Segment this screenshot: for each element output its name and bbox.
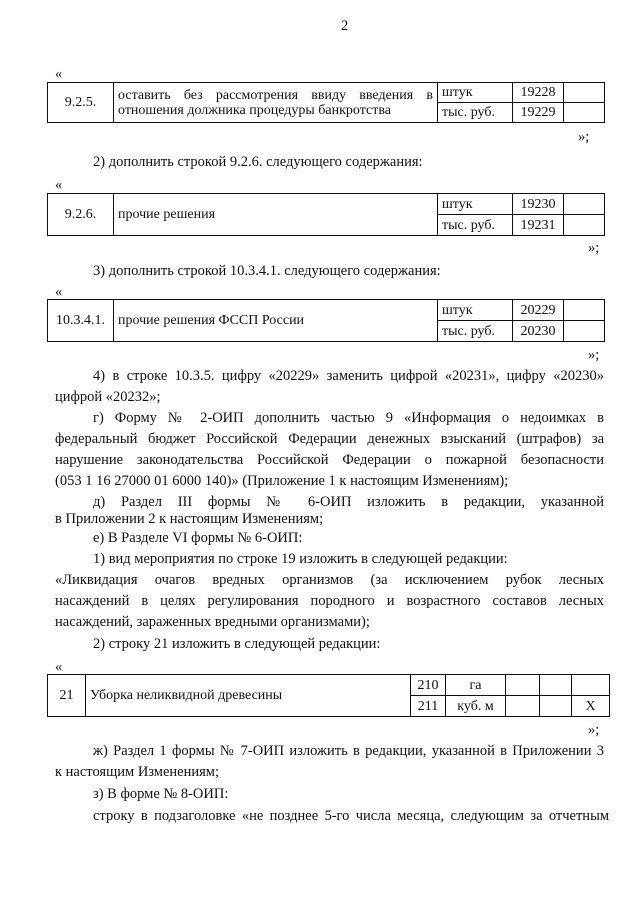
row-description: прочие решения bbox=[114, 194, 438, 236]
paragraph: цифрой «20232»; bbox=[55, 389, 161, 405]
open-quote: « bbox=[55, 66, 63, 82]
close-quote: »; bbox=[578, 129, 590, 145]
empty-cell bbox=[572, 675, 610, 696]
mark-cell: Х bbox=[572, 696, 610, 717]
unit-cell: штук bbox=[438, 83, 513, 103]
row-description: прочие решения ФССП России bbox=[114, 300, 438, 342]
paragraph: 4) в строке 10.3.5. цифру «20229» заменить цифрой «20231», цифру «20230» bbox=[93, 368, 604, 384]
table-9-2-5 bbox=[47, 82, 605, 123]
unit-cell: штук bbox=[438, 194, 513, 215]
line-number: 210 bbox=[411, 675, 446, 696]
paragraph: з) В форме № 8-ОИП: bbox=[93, 786, 229, 802]
paragraph: е) В Разделе VI формы № 6-ОИП: bbox=[93, 530, 303, 546]
table-row-21 bbox=[47, 674, 610, 717]
page-number: 2 bbox=[341, 18, 349, 34]
unit-cell: куб. м bbox=[446, 696, 506, 717]
paragraph: 2) строку 21 изложить в следующей редакции: bbox=[93, 636, 381, 652]
empty-cell bbox=[564, 194, 605, 215]
unit-cell: тыс. руб. bbox=[438, 103, 513, 123]
unit-cell: тыс. руб. bbox=[438, 215, 513, 236]
line-number: 19231 bbox=[513, 215, 564, 236]
paragraph: д) Раздел III формы № 6-ОИП изложить в редакции, указанной bbox=[93, 494, 604, 510]
close-quote: »; bbox=[588, 240, 600, 256]
paragraph: ж) Раздел 1 формы № 7-ОИП изложить в редакции, указанной в Приложении 3 bbox=[93, 743, 604, 759]
row-code: 21 bbox=[48, 675, 86, 717]
close-quote: »; bbox=[588, 722, 600, 738]
empty-cell bbox=[564, 300, 605, 321]
line-number: 19230 bbox=[513, 194, 564, 215]
paragraph: нарушение законодательства Российской Федерации о пожарной безопасности bbox=[55, 452, 604, 468]
paragraph: в Приложении 2 к настоящим Изменениям; bbox=[55, 511, 324, 527]
table-9-2-6 bbox=[47, 193, 605, 236]
row-code: 9.2.6. bbox=[48, 194, 114, 236]
row-code: 9.2.5. bbox=[48, 83, 114, 123]
open-quote: « bbox=[55, 659, 63, 675]
unit-cell: тыс. руб. bbox=[438, 321, 513, 342]
paragraph: насаждений, зараженных вредными организмами); bbox=[55, 614, 370, 630]
open-quote: « bbox=[55, 284, 63, 300]
desc-line: оставить без рассмотрения ввиду введения в bbox=[118, 87, 433, 103]
empty-cell bbox=[564, 83, 605, 103]
table-10-3-4-1 bbox=[47, 299, 605, 342]
paragraph: 1) вид мероприятия по строке 19 изложить в следующей редакции: bbox=[93, 551, 508, 567]
line-number: 20229 bbox=[513, 300, 564, 321]
row-description: Уборка неликвидной древесины bbox=[86, 675, 411, 717]
unit-cell: штук bbox=[438, 300, 513, 321]
paragraph: 3) дополнить строкой 10.3.4.1. следующего содержания: bbox=[93, 263, 441, 279]
empty-cell bbox=[564, 103, 605, 123]
line-number: 19229 bbox=[513, 103, 564, 123]
open-quote: « bbox=[55, 177, 63, 193]
empty-cell bbox=[564, 215, 605, 236]
paragraph: г) Форму № 2-ОИП дополнить частью 9 «Информация о недоимках в bbox=[93, 410, 604, 426]
row-description bbox=[114, 83, 438, 123]
row-code: 10.3.4.1. bbox=[48, 300, 114, 342]
paragraph: к настоящим Изменениям; bbox=[55, 764, 220, 780]
desc-line: отношения должника процедуры банкротства bbox=[118, 102, 391, 118]
paragraph: насаждений в целях регулирования породного и возрастного составов лесных bbox=[55, 593, 604, 609]
close-quote: »; bbox=[588, 347, 600, 363]
empty-cell bbox=[506, 696, 540, 717]
empty-cell bbox=[564, 321, 605, 342]
line-number: 211 bbox=[411, 696, 446, 717]
unit-cell: га bbox=[446, 675, 506, 696]
paragraph: федеральный бюджет Российской Федерации денежных взысканий (штрафов) за bbox=[55, 431, 604, 447]
line-number: 20230 bbox=[513, 321, 564, 342]
empty-cell bbox=[540, 675, 572, 696]
paragraph: «Ликвидация очагов вредных организмов (за исключением рубок лесных bbox=[55, 572, 604, 588]
empty-cell bbox=[506, 675, 540, 696]
paragraph: строку в подзаголовке «не позднее 5-го числа месяца, следующим за отчетным bbox=[93, 808, 609, 824]
line-number: 19228 bbox=[513, 83, 564, 103]
paragraph: 2) дополнить строкой 9.2.6. следующего содержания: bbox=[93, 154, 423, 170]
paragraph: (053 1 16 27000 01 6000 140)» (Приложение 1 к настоящим Изменениям); bbox=[55, 473, 509, 489]
empty-cell bbox=[540, 696, 572, 717]
